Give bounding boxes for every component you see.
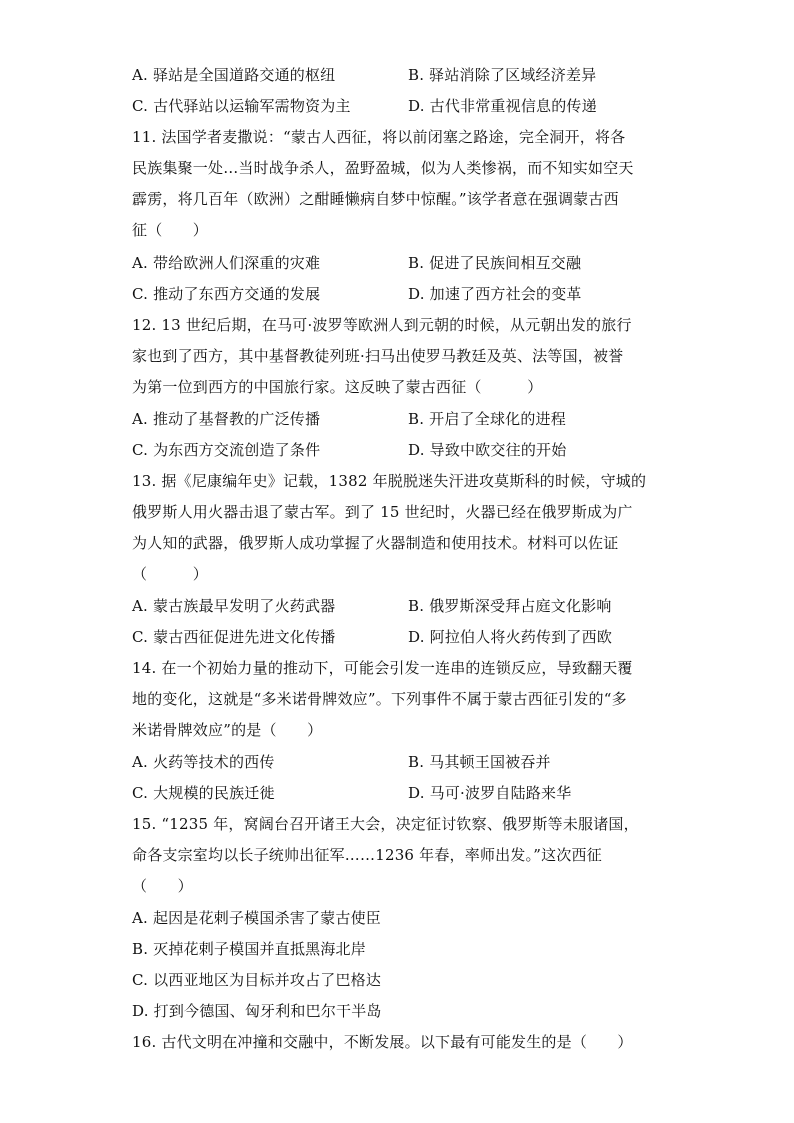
q15-stem-line-3: （ ） xyxy=(132,877,193,895)
q10-option-d: D. 古代非常重视信息的传递 xyxy=(408,97,597,115)
q16-stem-line-1: 16. 古代文明在冲撞和交融中，不断发展。以下最有可能发生的是（ ） xyxy=(132,1033,633,1051)
q10-option-b: B. 驿站消除了区域经济差异 xyxy=(408,66,597,84)
q13-stem-line-1: 13. 据《尼康编年史》记载，1382 年脱脱迷失汗进攻莫斯科的时候，守城的 xyxy=(132,472,647,490)
q13-option-d: D. 阿拉伯人将火药传到了西欧 xyxy=(408,628,613,646)
q12-option-a: A. 推动了基督教的广泛传播 xyxy=(132,410,321,428)
q15-stem-line-1: 15. “1235 年，窝阔台召开诸王大会，决定征讨钦察、俄罗斯等未服诸国， xyxy=(132,815,639,833)
q14-stem-line-3: 米诺骨牌效应”的是（ ） xyxy=(132,721,323,739)
q11-option-d: D. 加速了西方社会的变革 xyxy=(408,285,582,303)
q10-option-a: A. 驿站是全国道路交通的枢纽 xyxy=(132,66,336,84)
q11-stem-line-1: 11. 法国学者麦撒说：“蒙古人西征，将以前闭塞之路途，完全洞开，将各 xyxy=(132,128,626,146)
q15-option-d: D. 打到今德国、匈牙利和巴尔干半岛 xyxy=(132,1002,382,1020)
q11-stem-line-4: 征（ ） xyxy=(132,221,209,239)
q14-option-a: A. 火药等技术的西传 xyxy=(132,753,275,771)
q15-stem-line-2: 命各支宗室均以长子统帅出征军……1236 年春，率师出发。”这次西征 xyxy=(132,846,602,864)
q15-option-a: A. 起因是花剌子模国杀害了蒙古使臣 xyxy=(132,909,381,927)
q15-option-b: B. 灭掉花剌子模国并直抵黑海北岸 xyxy=(132,940,366,958)
q11-option-a: A. 带给欧洲人们深重的灾难 xyxy=(132,254,321,272)
q12-option-d: D. 导致中欧交往的开始 xyxy=(408,441,567,459)
q14-option-d: D. 马可·波罗自陆路来华 xyxy=(408,784,572,802)
q12-option-c: C. 为东西方交流创造了条件 xyxy=(132,441,321,459)
q14-option-b: B. 马其顿王国被吞并 xyxy=(408,753,551,771)
q14-stem-line-1: 14. 在一个初始力量的推动下，可能会引发一连串的连锁反应，导致翻天覆 xyxy=(132,659,633,677)
q14-stem-line-2: 地的变化，这就是“多米诺骨牌效应”。下列事件不属于蒙古西征引发的“多 xyxy=(132,690,627,708)
q13-option-c: C. 蒙古西征促进先进文化传播 xyxy=(132,628,336,646)
q13-stem-line-4: （ ） xyxy=(132,565,209,583)
q12-stem-line-1: 12. 13 世纪后期，在马可·波罗等欧洲人到元朝的时候，从元朝出发的旅行 xyxy=(132,316,632,334)
q11-stem-line-3: 霹雳，将几百年（欧洲）之酣睡懒病自梦中惊醒。”该学者意在强调蒙古西 xyxy=(132,190,619,208)
q13-stem-line-2: 俄罗斯人用火器击退了蒙古军。到了 15 世纪时，火器已经在俄罗斯成为广 xyxy=(132,503,633,521)
q13-option-a: A. 蒙古族最早发明了火药武器 xyxy=(132,597,336,615)
q10-option-c: C. 古代驿站以运输军需物资为主 xyxy=(132,97,351,115)
q15-option-c: C. 以西亚地区为目标并攻占了巴格达 xyxy=(132,971,382,989)
q11-option-b: B. 促进了民族间相互交融 xyxy=(408,254,582,272)
q13-option-b: B. 俄罗斯深受拜占庭文化影响 xyxy=(408,597,612,615)
q11-option-c: C. 推动了东西方交通的发展 xyxy=(132,285,321,303)
q13-stem-line-3: 为人知的武器，俄罗斯人成功掌握了火器制造和使用技术。材料可以佐证 xyxy=(132,534,619,552)
q12-stem-line-3: 为第一位到西方的中国旅行家。这反映了蒙古西征（ ） xyxy=(132,378,543,396)
q11-stem-line-2: 民族集聚一处…当时战争杀人，盈野盈城，似为人类惨祸，而不知实如空天 xyxy=(132,159,634,177)
q12-stem-line-2: 家也到了西方，其中基督教徒列班·扫马出使罗马教廷及英、法等国，被誉 xyxy=(132,347,624,365)
q12-option-b: B. 开启了全球化的进程 xyxy=(408,410,566,428)
q14-option-c: C. 大规模的民族迁徙 xyxy=(132,784,275,802)
